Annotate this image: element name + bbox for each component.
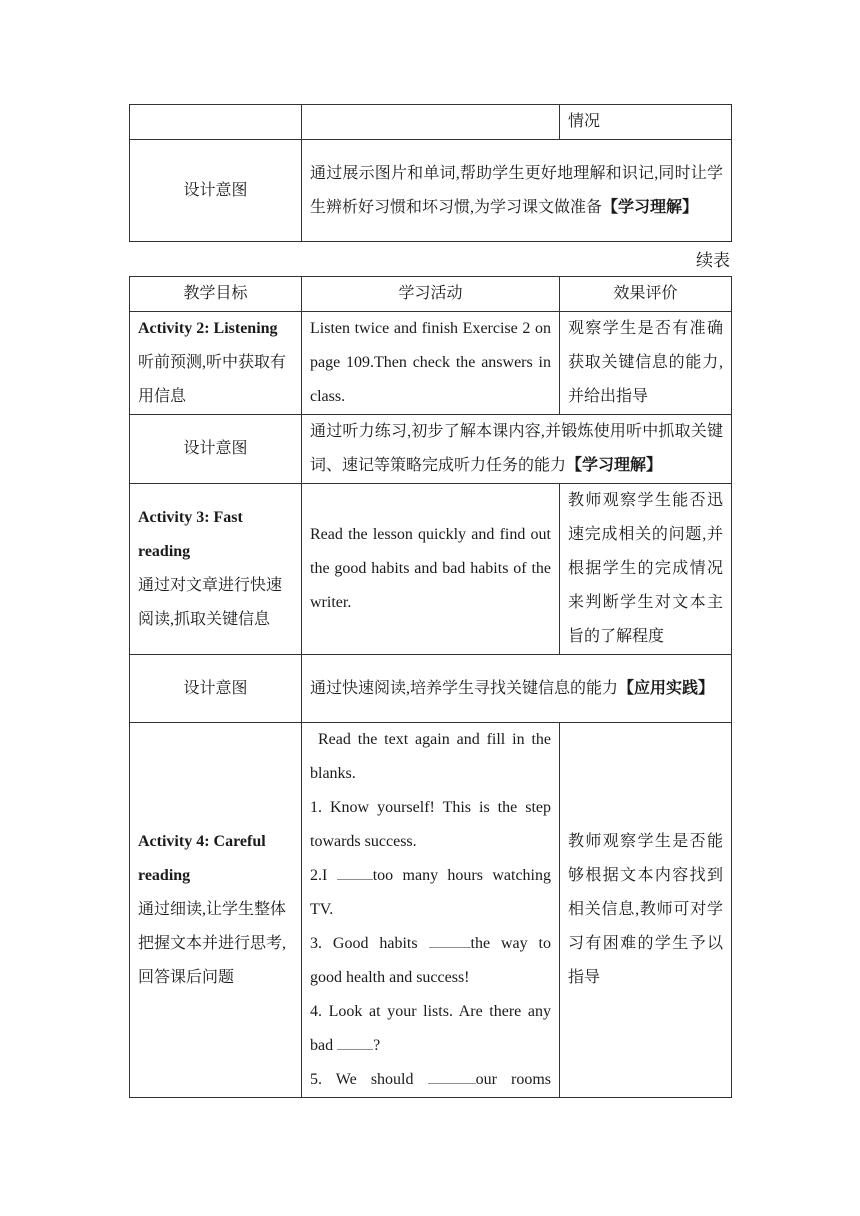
design-intent-text: 通过听力练习,初步了解本课内容,并锻炼使用听中抓取关键词、速记等策略完成听力任务的能力【学习理解】 (302, 415, 732, 484)
activity2-goal (130, 312, 302, 415)
question-4: 4. Look at your lists. Are there any bad ? (310, 1003, 551, 1054)
activity3-goal-text: 通过对文章进行快速阅读,抓取关键信息 (138, 577, 283, 628)
design-intent-label: 设计意图 (130, 655, 302, 723)
header-evaluation: 效果评价 (560, 277, 732, 312)
blank-field[interactable] (337, 879, 373, 880)
blank-field[interactable] (429, 947, 471, 948)
question-2: 2.I too many hours watching TV. (310, 867, 551, 918)
activity4-goal (130, 723, 302, 1098)
activity2-goal-text: 听前预测,听中获取有用信息 (138, 354, 287, 405)
header-activity: 学习活动 (302, 277, 560, 312)
activity2-eval: 观察学生是否有准确获取关键信息的能力,并给出指导 (560, 312, 732, 415)
blank-field[interactable] (428, 1083, 476, 1084)
design-intent-label: 设计意图 (130, 415, 302, 484)
table-cell (302, 105, 560, 140)
activity3-eval: 教师观察学生能否迅速完成相关的问题,并根据学生的完成情况来判断学生对文本主旨的了解程度 (560, 484, 732, 655)
table-cell: 情况 (560, 105, 732, 140)
header-goal: 教学目标 (130, 277, 302, 312)
blank-field[interactable] (337, 1049, 373, 1050)
activity2-title: Activity 2: Listening (138, 320, 278, 337)
table-cell (130, 105, 302, 140)
question-5: 5. We should our rooms (310, 1071, 551, 1088)
continue-label: 续表 (696, 251, 730, 270)
activity4-intro: Read the text again and fill in the blanks. (310, 731, 551, 782)
question-3: 3. Good habits the way to good health and success! (310, 935, 552, 986)
activity4-activity (302, 723, 560, 1098)
table-top (129, 104, 732, 242)
activity2-activity: Listen twice and finish Exercise 2 on page 109.Then check the answers in class. (302, 312, 560, 415)
question-1: 1. Know yourself! This is the step towards success. (310, 799, 551, 850)
table-main (129, 276, 732, 1098)
design-intent-text: 通过展示图片和单词,帮助学生更好地理解和识记,同时让学生辨析好习惯和坏习惯,为学习课文做准备【学习理解】 (302, 140, 732, 242)
activity3-goal (130, 484, 302, 655)
design-intent-label: 设计意图 (130, 140, 302, 242)
activity4-goal-text: 通过细读,让学生整体把握文本并进行思考,回答课后问题 (138, 901, 287, 986)
activity3-title: Activity 3: Fast reading (138, 509, 243, 560)
design-intent-text: 通过快速阅读,培养学生寻找关键信息的能力【应用实践】 (302, 655, 732, 723)
activity4-eval: 教师观察学生是否能够根据文本内容找到相关信息,教师可对学习有困难的学生予以指导 (560, 723, 732, 1098)
activity4-title: Activity 4: Careful reading (138, 833, 266, 884)
activity3-activity: Read the lesson quickly and find out the good habits and bad habits of the writer. (302, 484, 560, 655)
